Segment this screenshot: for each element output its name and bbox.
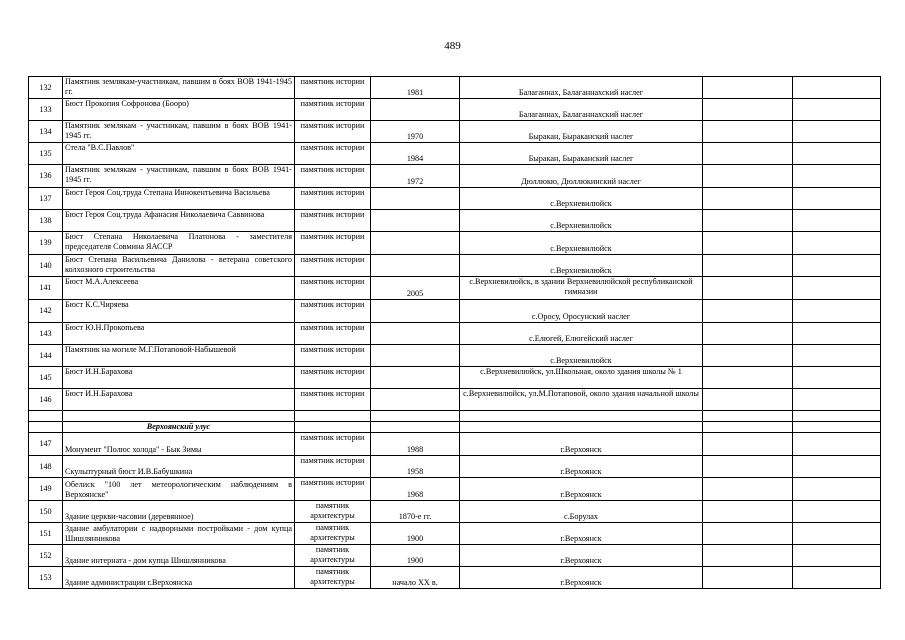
monument-name: Обелиск "100 лет метеорологическим наблюдениям в Верхоянске": [63, 478, 295, 501]
empty-cell: [793, 411, 881, 422]
row-number: 143: [29, 323, 63, 345]
empty-cell: [703, 345, 793, 367]
monument-location: с.Верхневилюйск, ул.Школьная, около здания школы № 1: [460, 367, 703, 389]
monument-type: памятник истории: [295, 255, 371, 277]
empty-cell: [793, 255, 881, 277]
monument-type: памятник архитектуры: [295, 501, 371, 523]
monument-name: Бюст И.Н.Барахова: [63, 389, 295, 411]
table-row: [29, 300, 881, 323]
monument-name: Здание интерната - дом купца Шишлянникова: [63, 545, 295, 567]
monument-name: Бюст К.С.Чиряева: [63, 300, 295, 323]
row-number: 148: [29, 456, 63, 478]
table-row: [29, 523, 881, 545]
monument-location: Балаганнах, Балаганнахский наслег: [460, 77, 703, 99]
empty-cell: [793, 77, 881, 99]
empty-cell: [703, 143, 793, 165]
empty-cell: [793, 545, 881, 567]
monument-location: г.Верхоянск: [460, 456, 703, 478]
empty-cell: [793, 99, 881, 121]
monument-name: Бюст Героя Соц.труда Афанасия Николаевича Саввинова: [63, 210, 295, 232]
empty-cell: [703, 523, 793, 545]
empty-cell: [703, 456, 793, 478]
row-number: 134: [29, 121, 63, 143]
empty-cell: [793, 323, 881, 345]
monument-type: памятник истории: [295, 99, 371, 121]
empty-cell: [793, 165, 881, 188]
row-number: 136: [29, 165, 63, 188]
monument-type: памятник истории: [295, 345, 371, 367]
row-number: 140: [29, 255, 63, 277]
monument-location: с.Елюгей, Елюгейский наслег: [460, 323, 703, 345]
monument-year: 1988: [371, 433, 460, 456]
monument-name: Памятник землякам - участникам, павшим в боях ВОВ 1941-1945 гг.: [63, 165, 295, 188]
monument-type: памятник истории: [295, 165, 371, 188]
empty-cell: [703, 411, 793, 422]
monument-year: 1981: [371, 77, 460, 99]
monument-location: г.Верхоянск: [460, 523, 703, 545]
table-row: [29, 478, 881, 501]
monument-location: Быракан, Быраканский наслег: [460, 143, 703, 165]
table-row: [29, 255, 881, 277]
monument-type: памятник истории: [295, 143, 371, 165]
monument-year: [371, 232, 460, 255]
empty-cell: [63, 411, 295, 422]
monument-name: Бюст И.Н.Барахова: [63, 367, 295, 389]
monument-location: Быракан, Быраканский наслег: [460, 121, 703, 143]
table-row: [29, 277, 881, 300]
empty-cell: [793, 121, 881, 143]
monument-year: начало XX в.: [371, 567, 460, 589]
empty-cell: [793, 389, 881, 411]
monument-name: Монумент "Полюс холода" - Бык Зимы: [63, 433, 295, 456]
monument-year: 1984: [371, 143, 460, 165]
table-row: [29, 232, 881, 255]
table-row: [29, 77, 881, 99]
monument-name: Бюст Прокопия Софронова (Бооро): [63, 99, 295, 121]
monument-type: памятник архитектуры: [295, 545, 371, 567]
monument-location: с.Верхневилюйск: [460, 255, 703, 277]
empty-cell: [703, 545, 793, 567]
table-row: [29, 433, 881, 456]
empty-cell: [460, 422, 703, 433]
empty-cell: [703, 567, 793, 589]
monument-name: Бюст Ю.Н.Прокопьева: [63, 323, 295, 345]
row-number: 142: [29, 300, 63, 323]
row-number: 132: [29, 77, 63, 99]
table-row: [29, 545, 881, 567]
empty-cell: [793, 143, 881, 165]
monument-type: памятник истории: [295, 478, 371, 501]
row-number: 135: [29, 143, 63, 165]
monument-name: Памятник на могиле М.Г.Потаповой-Набышевой: [63, 345, 295, 367]
empty-cell: [703, 389, 793, 411]
monument-location: с.Оросу, Оросунский наслег: [460, 300, 703, 323]
row-number: 137: [29, 188, 63, 210]
row-number: 141: [29, 277, 63, 300]
empty-cell: [703, 277, 793, 300]
row-number: 146: [29, 389, 63, 411]
monument-year: 1968: [371, 478, 460, 501]
monument-location: с.Верхневилюйск, ул.М.Потаповой, около здания начальной школы: [460, 389, 703, 411]
monument-year: [371, 188, 460, 210]
row-number: 151: [29, 523, 63, 545]
monument-year: [371, 210, 460, 232]
monument-type: памятник истории: [295, 323, 371, 345]
empty-cell: [371, 422, 460, 433]
monument-location: г.Верхоянск: [460, 478, 703, 501]
row-number: 144: [29, 345, 63, 367]
row-number: 133: [29, 99, 63, 121]
monument-year: 1970: [371, 121, 460, 143]
monuments-table: [28, 76, 881, 589]
monument-year: 1900: [371, 523, 460, 545]
monument-location: г.Верхоянск: [460, 545, 703, 567]
table-row: [29, 367, 881, 389]
blank-row: [29, 411, 881, 422]
table-row: [29, 567, 881, 589]
empty-cell: [29, 422, 63, 433]
empty-cell: [295, 422, 371, 433]
monument-name: Памятник землякам - участникам, павшим в боях ВОВ 1941-1945 гг.: [63, 121, 295, 143]
monument-location: с.Верхневилюйск: [460, 345, 703, 367]
empty-cell: [703, 188, 793, 210]
row-number: 152: [29, 545, 63, 567]
empty-cell: [793, 478, 881, 501]
monument-year: [371, 389, 460, 411]
monument-year: 1958: [371, 456, 460, 478]
empty-cell: [793, 300, 881, 323]
empty-cell: [703, 478, 793, 501]
empty-cell: [793, 367, 881, 389]
monument-type: памятник истории: [295, 232, 371, 255]
monument-year: [371, 323, 460, 345]
table-row: [29, 323, 881, 345]
table-row: [29, 99, 881, 121]
empty-cell: [793, 422, 881, 433]
empty-cell: [703, 501, 793, 523]
monument-year: [371, 255, 460, 277]
empty-cell: [295, 411, 371, 422]
monument-location: с.Борулах: [460, 501, 703, 523]
region-title: Верхоянский улус: [63, 422, 295, 433]
monument-location: г.Верхоянск: [460, 567, 703, 589]
empty-cell: [703, 367, 793, 389]
monument-name: Бюст Степана Васильевича Данилова - ветерана советского колхозного строительства: [63, 255, 295, 277]
empty-cell: [703, 232, 793, 255]
empty-cell: [793, 523, 881, 545]
monument-location: Балаганнах, Балаганнахский наслег: [460, 99, 703, 121]
monument-location: с.Верхневилюйск: [460, 232, 703, 255]
monument-year: [371, 300, 460, 323]
region-header-row: [29, 422, 881, 433]
empty-cell: [793, 501, 881, 523]
monument-type: памятник истории: [295, 389, 371, 411]
monument-name: Бюст Героя Соц.труда Степана Иннокентьевича Васильева: [63, 188, 295, 210]
row-number: 138: [29, 210, 63, 232]
monument-location: с.Верхневилюйск: [460, 210, 703, 232]
empty-cell: [371, 411, 460, 422]
empty-cell: [793, 456, 881, 478]
table-row: [29, 121, 881, 143]
row-number: 149: [29, 478, 63, 501]
empty-cell: [460, 411, 703, 422]
monument-name: Здание амбулатории с надворными постройками - дом купца Шишлянникова: [63, 523, 295, 545]
monument-year: 2005: [371, 277, 460, 300]
empty-cell: [703, 165, 793, 188]
monument-year: 1900: [371, 545, 460, 567]
empty-cell: [703, 255, 793, 277]
monument-type: памятник архитектуры: [295, 523, 371, 545]
empty-cell: [793, 188, 881, 210]
monument-name: Памятник землякам-участникам, павшим в боях ВОВ 1941-1945 гг.: [63, 77, 295, 99]
monument-name: Здание администрации г.Верхоянска: [63, 567, 295, 589]
monument-year: [371, 367, 460, 389]
table-row: [29, 188, 881, 210]
table-row: [29, 456, 881, 478]
empty-cell: [793, 345, 881, 367]
monument-type: памятник истории: [295, 300, 371, 323]
monument-location: Дюллюкю, Дюллюкинский наслег: [460, 165, 703, 188]
table-row: [29, 389, 881, 411]
row-number: 147: [29, 433, 63, 456]
monument-location: г.Верхоянск: [460, 433, 703, 456]
monument-name: Бюст Степана Николаевича Платонова - заместителя председателя Совмина ЯАССР: [63, 232, 295, 255]
monument-type: памятник истории: [295, 121, 371, 143]
row-number: 153: [29, 567, 63, 589]
empty-cell: [703, 121, 793, 143]
empty-cell: [703, 323, 793, 345]
empty-cell: [793, 277, 881, 300]
row-number: 150: [29, 501, 63, 523]
monument-name: Стела "В.С.Павлов": [63, 143, 295, 165]
monument-year: 1870-е гг.: [371, 501, 460, 523]
monument-type: памятник истории: [295, 188, 371, 210]
monument-location: с.Верхневилюйск: [460, 188, 703, 210]
empty-cell: [703, 422, 793, 433]
monument-type: памятник архитектуры: [295, 567, 371, 589]
monument-name: Скульптурный бюст И.В.Бабушкина: [63, 456, 295, 478]
table-row: [29, 165, 881, 188]
empty-cell: [793, 210, 881, 232]
monument-year: [371, 345, 460, 367]
monument-type: памятник истории: [295, 277, 371, 300]
monument-name: Бюст М.А.Алексеева: [63, 277, 295, 300]
page-number: 489: [444, 40, 461, 52]
table-row: [29, 501, 881, 523]
empty-cell: [793, 567, 881, 589]
empty-cell: [703, 77, 793, 99]
empty-cell: [703, 300, 793, 323]
row-number: 139: [29, 232, 63, 255]
monument-type: памятник истории: [295, 77, 371, 99]
monument-year: [371, 99, 460, 121]
empty-cell: [29, 411, 63, 422]
empty-cell: [703, 433, 793, 456]
empty-cell: [793, 232, 881, 255]
table-row: [29, 345, 881, 367]
monument-location: с.Верхневилюйск, в здании Верхневилюйской республиканской гимназии: [460, 277, 703, 300]
table-row: [29, 143, 881, 165]
monument-name: Здание церкви-часовни (деревянное): [63, 501, 295, 523]
table-row: [29, 210, 881, 232]
monument-type: памятник истории: [295, 367, 371, 389]
row-number: 145: [29, 367, 63, 389]
monument-type: памятник истории: [295, 433, 371, 456]
monument-year: 1972: [371, 165, 460, 188]
monument-type: памятник истории: [295, 210, 371, 232]
empty-cell: [703, 99, 793, 121]
monument-type: памятник истории: [295, 456, 371, 478]
empty-cell: [703, 210, 793, 232]
empty-cell: [793, 433, 881, 456]
